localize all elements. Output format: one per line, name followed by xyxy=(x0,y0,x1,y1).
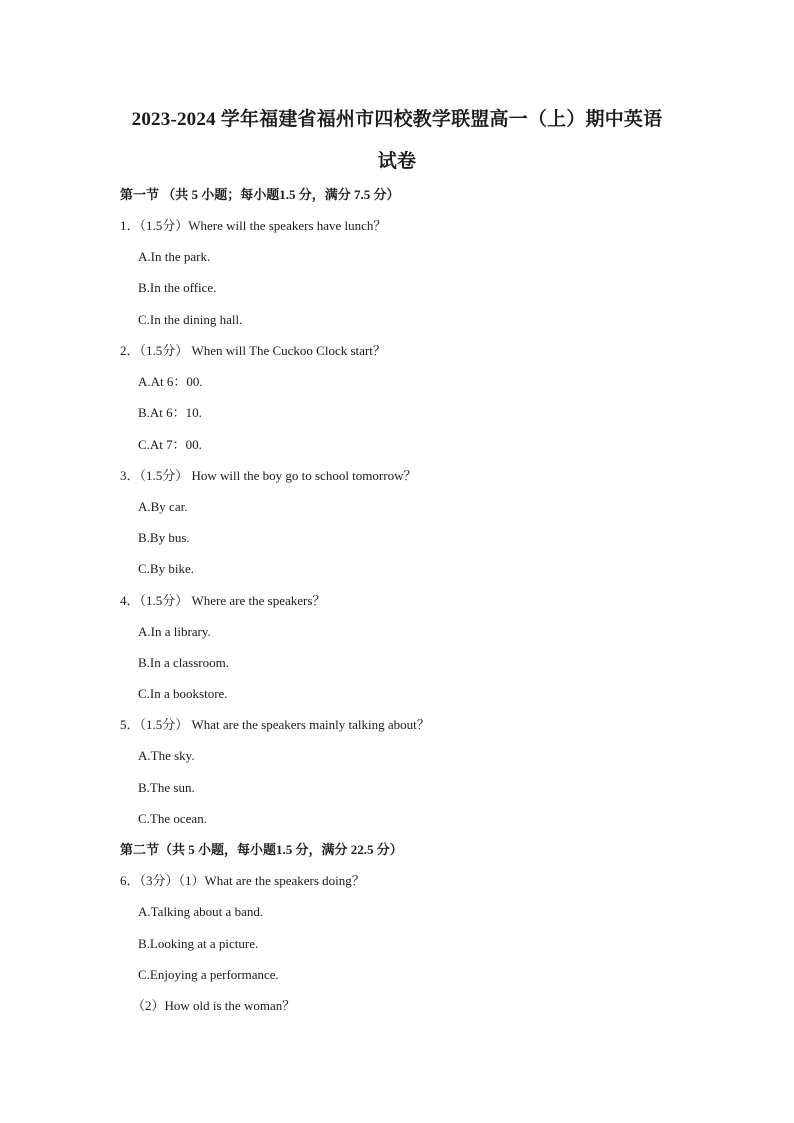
question-4-option-c: C.In a bookstore. xyxy=(138,686,228,701)
question-6-subquestion-2: （2）How old is the woman？ xyxy=(132,998,296,1013)
question-6-option-c: C.Enjoying a performance. xyxy=(138,967,279,982)
question-3-option-a: A.By car. xyxy=(138,499,188,514)
section-heading-2: 第二节（共 5 小题，每小题1.5 分，满分 22.5 分） xyxy=(120,842,403,857)
exam-title: 2023-2024 学年福建省福州市四校教学联盟高一（上）期中英语 xyxy=(131,109,663,130)
question-5-option-c: C.The ocean. xyxy=(138,811,207,826)
question-2-option-c: C.At 7：00. xyxy=(138,437,202,452)
exam-title-continued: 试卷 xyxy=(377,151,417,172)
question-4-option-b: B.In a classroom. xyxy=(138,655,229,670)
question-4-stem: 4．（1.5分） Where are the speakers？ xyxy=(120,593,326,608)
question-1-stem: 1．（1.5分）Where will the speakers have lunch？ xyxy=(120,218,387,233)
question-2-option-b: B.At 6：10. xyxy=(138,405,202,420)
question-3-stem: 3．（1.5分） How will the boy go to school tomorrow？ xyxy=(120,468,417,483)
question-1-option-c: C.In the dining hall. xyxy=(138,312,243,327)
question-6-option-b: B.Looking at a picture. xyxy=(138,936,259,951)
question-6-option-a: A.Talking about a band. xyxy=(138,904,264,919)
question-1-option-a: A.In the park. xyxy=(138,249,211,264)
question-4-option-a: A.In a library. xyxy=(138,624,211,639)
question-2-stem: 2．（1.5分） When will The Cuckoo Clock start？ xyxy=(120,343,386,358)
question-5-option-a: A.The sky. xyxy=(138,748,195,763)
question-2-option-a: A.At 6：00. xyxy=(138,374,203,389)
section-heading-1: 第一节 （共 5 小题；每小题1.5 分，满分 7.5 分） xyxy=(120,187,400,202)
question-1-option-b: B.In the office. xyxy=(138,280,217,295)
question-5-stem: 5．（1.5分） What are the speakers mainly talking about？ xyxy=(120,717,430,732)
question-5-option-b: B.The sun. xyxy=(138,780,195,795)
question-6-stem: 6．（3分）（1）What are the speakers doing？ xyxy=(120,873,365,888)
question-3-option-b: B.By bus. xyxy=(138,530,190,545)
question-3-option-c: C.By bike. xyxy=(138,561,194,576)
